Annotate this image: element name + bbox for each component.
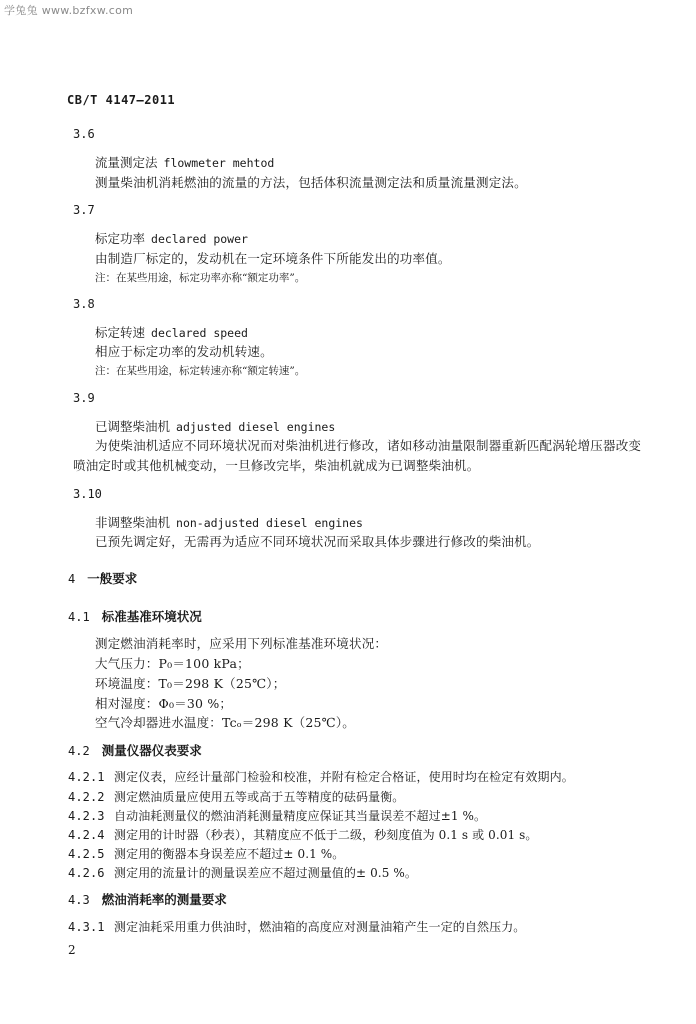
term-en: declared power <box>151 232 248 246</box>
clause-number: 3.10 <box>73 487 102 501</box>
list-item <box>68 864 417 881</box>
section-number: 4 <box>68 572 76 586</box>
list-item <box>68 845 344 862</box>
list-item <box>68 788 404 805</box>
term-definition: 由制造厂标定的，发动机在一定环境条件下所能发出的功率值。 <box>95 251 451 266</box>
list-item <box>68 918 525 935</box>
term-definition-cont: 喷油定时或其他机械变动，一旦修改完毕，柴油机就成为已调整柴油机。 <box>73 458 480 473</box>
item-text: 测定用的流量计的测量误差应不超过测量值的± 0.5 %。 <box>114 866 417 880</box>
subsection-number: 4.3 <box>68 893 90 907</box>
item-text: 测定用的计时器（秒表），其精度应不低于二级，秒刻度值为 0.1 s 或 0.01 s。 <box>114 828 538 842</box>
term-definition: 测量柴油机消耗燃油的流量的方法，包括体积流量测定法和质量流量测定法。 <box>95 175 527 190</box>
section-title: 一般要求 <box>87 571 138 586</box>
term-zh: 非调整柴油机 <box>95 515 171 530</box>
list-item <box>68 807 486 824</box>
term-title <box>95 417 335 435</box>
item-text: 测定油耗采用重力供油时，燃油箱的高度应对测量油箱产生一定的自然压力。 <box>114 920 526 934</box>
term-zh: 标定功率 <box>95 231 146 246</box>
item-text: 测定仪表，应经计量部门检验和校准，并附有检定合格证，使用时均在检定有效期内。 <box>114 770 574 784</box>
item-text: 自动油耗测量仪的燃油消耗测量精度应保证其当量误差不超过±1 %。 <box>114 809 487 823</box>
page-number: 2 <box>68 943 76 957</box>
term-en: declared speed <box>151 326 248 340</box>
item-number: 4.2.6 <box>68 866 105 880</box>
subsection-number: 4.2 <box>68 744 90 758</box>
standard-code: CB/T 4147—2011 <box>67 93 176 107</box>
item-number: 4.3.1 <box>68 920 105 934</box>
term-title <box>95 323 248 341</box>
clause-number: 3.6 <box>73 127 95 141</box>
subsection-heading <box>68 741 202 759</box>
subsection-title: 燃油消耗率的测量要求 <box>101 892 227 907</box>
term-note: 注：在某些用途，标定转速亦称“额定转速”。 <box>95 365 306 377</box>
item-number: 4.2.2 <box>68 790 105 804</box>
list-item <box>68 826 538 843</box>
watermark: 学兔兔 www.bzfxw.com <box>4 4 134 17</box>
item-number: 4.2.1 <box>68 770 105 784</box>
list-item <box>68 768 574 785</box>
term-en: non-adjusted diesel engines <box>176 516 363 530</box>
term-zh: 已调整柴油机 <box>95 419 171 434</box>
term-definition: 为使柴油机适应不同环境状况而对柴油机进行修改，诸如移动油量限制器重新匹配涡轮增压器改变 <box>95 438 642 453</box>
condition-line: 环境温度：T₀＝298 K（25℃）； <box>95 676 286 691</box>
item-number: 4.2.3 <box>68 809 105 823</box>
item-text: 测定燃油质量应使用五等或高于五等精度的砝码量衡。 <box>114 790 405 804</box>
term-en: flowmeter mehtod <box>163 156 275 170</box>
paragraph: 测定燃油消耗率时，应采用下列标准基准环境状况： <box>95 636 388 651</box>
subsection-number: 4.1 <box>68 610 90 624</box>
subsection-heading <box>68 890 227 908</box>
term-title <box>95 513 363 531</box>
condition-line: 空气冷却器进水温度：Tcₒ＝298 K（25℃）。 <box>95 715 355 730</box>
subsection-title: 标准基准环境状况 <box>101 609 202 624</box>
section-heading <box>68 569 137 587</box>
term-note: 注：在某些用途，标定功率亦称“额定功率”。 <box>95 272 306 284</box>
condition-line: 相对湿度：Φ₀＝30 %； <box>95 696 233 711</box>
item-number: 4.2.5 <box>68 847 105 861</box>
item-text: 测定用的衡器本身误差应不超过± 0.1 %。 <box>114 847 345 861</box>
item-number: 4.2.4 <box>68 828 105 842</box>
term-title <box>95 229 248 247</box>
term-en: adjusted diesel engines <box>176 420 336 434</box>
term-zh: 标定转速 <box>95 325 146 340</box>
condition-line: 大气压力：P₀＝100 kPa； <box>95 656 250 671</box>
term-definition: 相应于标定功率的发动机转速。 <box>95 344 273 359</box>
clause-number: 3.7 <box>73 203 95 217</box>
subsection-heading <box>68 607 202 625</box>
subsection-title: 测量仪器仪表要求 <box>101 743 202 758</box>
clause-number: 3.8 <box>73 297 95 311</box>
term-title <box>95 153 274 171</box>
term-zh: 流量测定法 <box>95 155 158 170</box>
clause-number: 3.9 <box>73 391 95 405</box>
term-definition: 已预先调定好，无需再为适应不同环境状况而采取具体步骤进行修改的柴油机。 <box>95 534 540 549</box>
